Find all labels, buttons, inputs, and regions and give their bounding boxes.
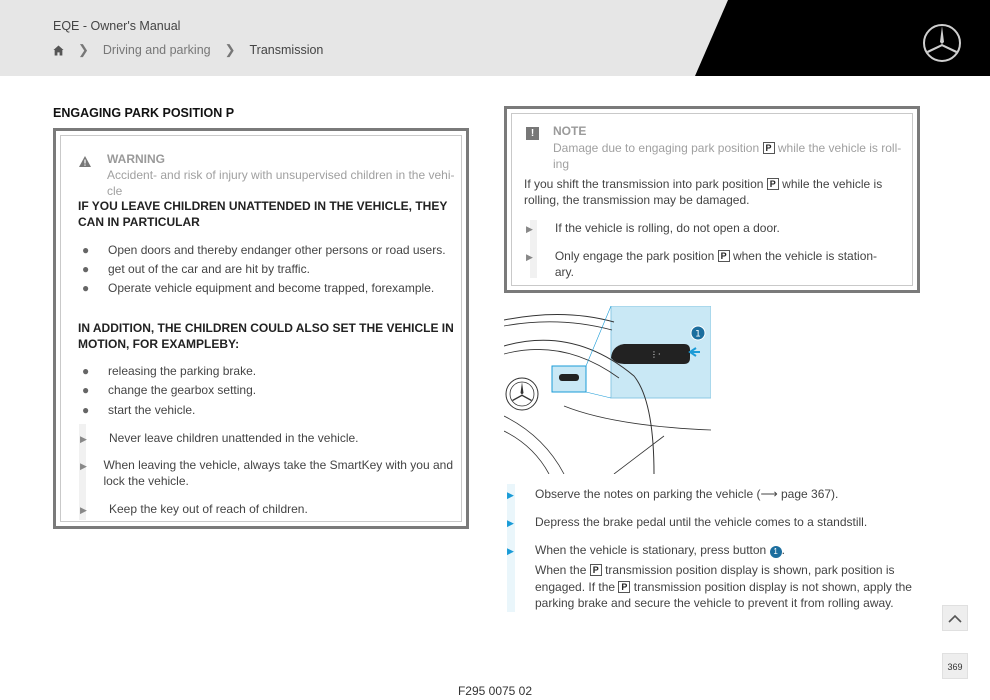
chevron-right-icon: ❯ xyxy=(78,42,89,57)
action-arrow-icon: ▶ xyxy=(526,252,533,262)
note-box xyxy=(504,106,920,293)
callout-number-icon: 1 xyxy=(770,546,782,558)
park-symbol-icon: P xyxy=(718,250,730,262)
action-item: ▶ Only engage the park position P when the vehicle is station-ary. xyxy=(526,249,878,279)
step-item: ▶ Observe the notes on parking the vehicle (⟶ page 367). xyxy=(507,486,917,504)
park-symbol-icon: P xyxy=(618,581,630,593)
step-item: ▶ When the vehicle is stationary, press button 1 . xyxy=(507,542,917,560)
home-icon[interactable] xyxy=(53,45,64,56)
step-detail: When the P transmission position display is shown, park position is engaged. If the P transmission position display is not shown, apply the parking brake and secure the vehicle to prevent it from rolling away. xyxy=(535,563,912,610)
mercedes-star-logo[interactable] xyxy=(922,23,962,63)
note-label: NOTE xyxy=(553,124,587,138)
action-arrow-icon: ▶ xyxy=(507,518,514,528)
warning-triangle-icon xyxy=(79,156,91,167)
action-arrow-icon: ▶ xyxy=(80,461,87,471)
warning-label: WARNING xyxy=(107,152,165,166)
warning-heading-2: IN ADDITION, THE CHILDREN COULD ALSO SET THE VEHICLE IN MOTION, FOR EXAMPLEBY: xyxy=(78,321,454,351)
action-item: ▶ If the vehicle is rolling, do not open a door. xyxy=(526,221,780,235)
park-symbol-icon: P xyxy=(590,564,602,576)
action-item: ▶ Keep the key out of reach of children. xyxy=(80,502,308,516)
page-number: 369 xyxy=(942,653,968,679)
list-item: ● change the gearbox setting. xyxy=(82,383,257,397)
action-arrow-icon: ▶ xyxy=(507,546,514,556)
action-arrow-icon: ▶ xyxy=(526,224,533,234)
warning-text: Accident- and risk of injury with unsupervised children in the vehi-cle xyxy=(107,168,455,198)
list-item: ● releasing the parking brake. xyxy=(82,364,257,378)
note-paragraph: If you shift the transmission into park position P while the vehicle is rolling, the transmission may be damaged. xyxy=(524,177,883,207)
breadcrumb-item-transmission[interactable]: Transmission xyxy=(249,43,324,57)
breadcrumb xyxy=(53,42,323,58)
list-item: ● start the vehicle. xyxy=(82,403,196,417)
scroll-to-top-button[interactable] xyxy=(942,605,968,631)
section-title: ENGAGING PARK POSITION P xyxy=(53,106,235,120)
list-item: ● get out of the car and are hit by traffic. xyxy=(82,262,310,276)
list-item: ● Operate vehicle equipment and become trapped, forexample. xyxy=(82,281,435,295)
action-arrow-icon: ▶ xyxy=(80,505,87,515)
park-symbol-icon: P xyxy=(767,178,779,190)
svg-text:⋮·: ⋮· xyxy=(650,350,661,359)
warning-box xyxy=(53,128,469,529)
chevron-right-icon: ❯ xyxy=(224,42,236,57)
image-reference-code: F295 0075 02 xyxy=(457,684,533,698)
chevron-up-icon xyxy=(948,614,962,623)
app-title: EQE - Owner's Manual xyxy=(53,19,181,33)
list-item: ● Open doors and thereby endanger other persons or road users. xyxy=(82,243,446,257)
warning-heading-1: IF YOU LEAVE CHILDREN UNATTENDED IN THE VEHICLE, THEY CAN IN PARTICULAR xyxy=(78,199,448,229)
svg-text:1: 1 xyxy=(695,329,701,340)
breadcrumb-item-driving[interactable]: Driving and parking xyxy=(102,43,211,57)
step-item: ▶ Depress the brake pedal until the vehicle comes to a standstill. xyxy=(507,514,917,532)
steering-column-illustration xyxy=(504,306,711,474)
action-arrow-icon: ▶ xyxy=(507,490,514,500)
action-arrow-icon: ▶ xyxy=(80,434,87,444)
action-item: ▶ Never leave children unattended in the vehicle. xyxy=(80,431,359,445)
exclamation-icon: ! xyxy=(526,127,539,140)
note-text: Damage due to engaging park position P while the vehicle is roll-ing xyxy=(553,141,902,171)
park-symbol-icon: P xyxy=(763,142,775,154)
action-item: ▶ When leaving the vehicle, always take the SmartKey with you and lock the vehicle. xyxy=(80,458,453,488)
